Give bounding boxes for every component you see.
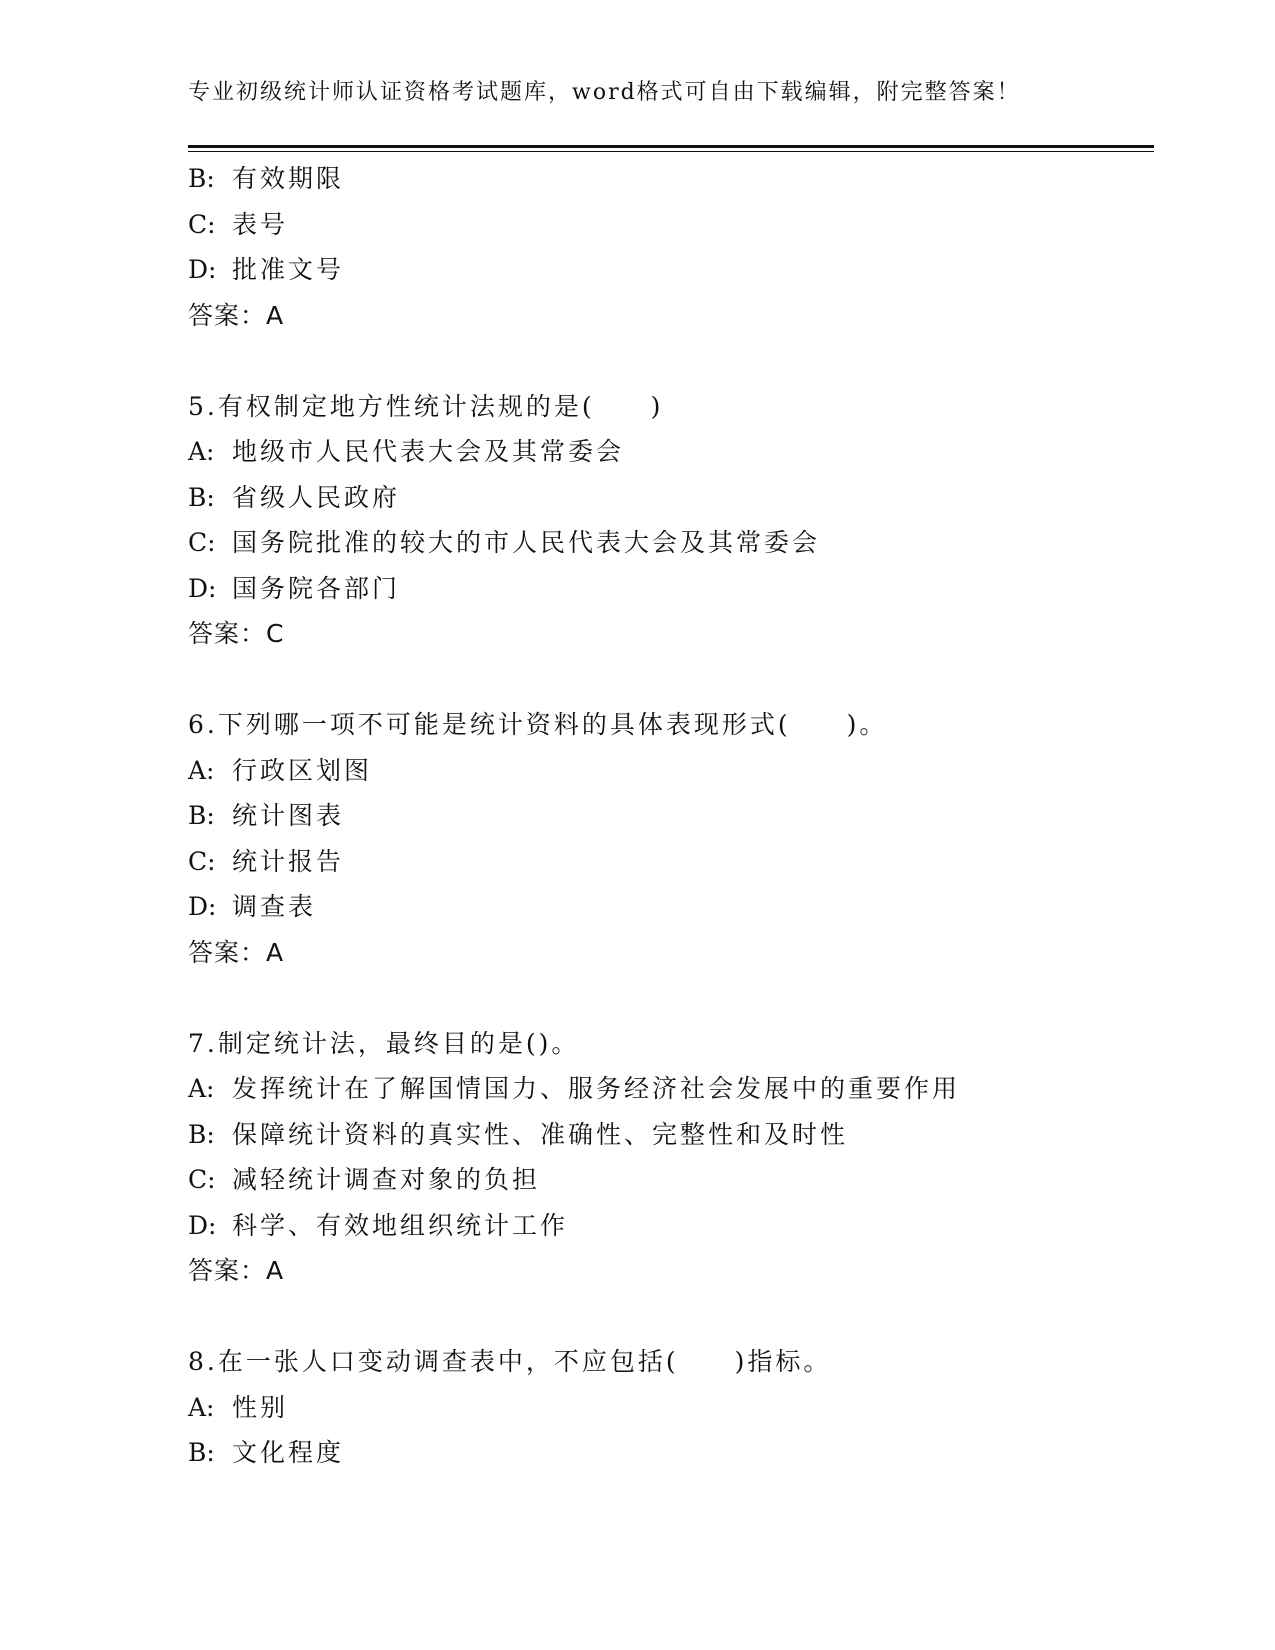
option-letter: A: [188, 755, 215, 785]
header-rule-thin [188, 151, 1154, 152]
answer-line: 答案：A [188, 1256, 285, 1285]
option-line [188, 1203, 1154, 1249]
option-letter: C: [188, 209, 216, 239]
option-text: 省级人民政府 [232, 482, 401, 512]
spacer [188, 1294, 1154, 1340]
option-text: 行政区划图 [232, 755, 373, 785]
option-text: 统计报告 [232, 846, 345, 876]
page-header: 专业初级统计师认证资格考试题库，word格式可自由下载编辑，附完整答案！ [188, 80, 1021, 105]
option-text: 发挥统计在了解国情国力、服务经济社会发展中的重要作用 [232, 1074, 961, 1103]
option-text: 统计图表 [232, 801, 345, 830]
option-line [188, 156, 1154, 202]
option-line [188, 748, 1154, 794]
option-letter: D: [188, 573, 217, 603]
option-line [188, 1112, 1154, 1158]
option-text: 有效期限 [232, 164, 345, 193]
option-line [188, 429, 1154, 475]
spacer [188, 338, 1154, 384]
question-stem: 7.制定统计法，最终目的是()。 [188, 1028, 580, 1058]
option-letter: D: [188, 892, 217, 921]
option-text: 保障统计资料的真实性、准确性、完整性和及时性 [232, 1119, 849, 1149]
option-line [188, 566, 1154, 612]
option-line [188, 839, 1154, 885]
header-rule-thick [188, 145, 1154, 148]
option-line [188, 520, 1154, 566]
option-text: 科学、有效地组织统计工作 [232, 1210, 569, 1240]
spacer [188, 657, 1154, 703]
option-text: 批准文号 [232, 255, 345, 284]
option-line [188, 1430, 1154, 1476]
option-line [188, 247, 1154, 293]
answer-line: 答案：A [188, 937, 285, 967]
option-text: 国务院各部门 [232, 573, 401, 603]
question-stem: 8.在一张人口变动调查表中，不应包括( )指标。 [188, 1347, 832, 1376]
question-stem: 6.下列哪一项不可能是统计资料的具体表现形式( )。 [188, 710, 888, 739]
option-letter: D: [188, 1210, 217, 1240]
option-line [188, 884, 1154, 930]
question-list [188, 156, 1154, 1476]
option-letter: B: [188, 1119, 215, 1149]
option-letter: C: [188, 1165, 216, 1194]
answer-line: 答案：A [188, 300, 285, 330]
answer-line: 答案：C [188, 619, 285, 648]
option-letter: A: [188, 1074, 215, 1103]
option-line [188, 202, 1154, 248]
question-stem: 5.有权制定地方性统计法规的是( ) [188, 391, 664, 421]
option-letter: A: [188, 1392, 215, 1422]
option-letter: B: [188, 1438, 215, 1467]
option-letter: B: [188, 482, 215, 512]
option-letter: B: [188, 164, 215, 193]
option-letter: C: [188, 528, 216, 557]
spacer [188, 975, 1154, 1021]
option-text: 性别 [232, 1392, 289, 1422]
option-line [188, 1066, 1154, 1112]
option-text: 地级市人民代表大会及其常委会 [232, 437, 625, 466]
option-text: 表号 [232, 209, 289, 239]
option-line [188, 475, 1154, 521]
option-letter: C: [188, 846, 216, 876]
option-text: 国务院批准的较大的市人民代表大会及其常委会 [232, 528, 821, 557]
option-text: 文化程度 [232, 1438, 345, 1467]
option-letter: D: [188, 255, 217, 284]
option-letter: A: [188, 437, 215, 466]
option-line [188, 793, 1154, 839]
option-line [188, 1385, 1154, 1431]
option-text: 调查表 [232, 892, 317, 921]
option-line [188, 1157, 1154, 1203]
option-text: 减轻统计调查对象的负担 [232, 1165, 541, 1194]
option-letter: B: [188, 801, 215, 830]
